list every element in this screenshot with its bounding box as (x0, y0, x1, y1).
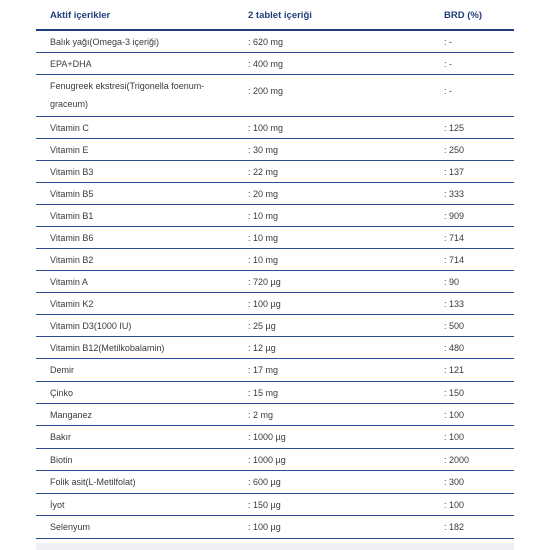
table-row (36, 139, 514, 161)
ingredient-name: Biotin (50, 455, 73, 465)
ingredient-amount: : 100 µg (248, 522, 281, 532)
ingredient-amount: : 720 µg (248, 277, 281, 287)
ingredient-name: Selenyum (50, 522, 91, 532)
table-row (36, 249, 514, 271)
table-row (36, 359, 514, 382)
ingredient-brd: : 121 (444, 365, 465, 375)
table-row (36, 53, 514, 75)
ingredient-name: Vitamin B12(Metilkobalamin) (50, 343, 165, 353)
ingredient-brd: : 125 (444, 123, 465, 133)
ingredient-name: Vitamin K2 (50, 299, 94, 309)
ingredient-name: Vitamin B1 (50, 211, 94, 221)
ingredient-brd: : 500 (444, 321, 465, 331)
ingredient-name: Folik asit(L-Metilfolat) (50, 477, 136, 487)
table-row (36, 494, 514, 516)
ingredient-amount: : 200 mg (248, 86, 284, 96)
table-bottom-bar (36, 543, 514, 550)
ingredient-brd: : 480 (444, 343, 465, 353)
ingredient-amount: : 12 µg (248, 343, 276, 353)
table-row (36, 161, 514, 183)
table-row (36, 315, 514, 337)
ingredient-name: Vitamin B5 (50, 189, 94, 199)
table-row (36, 516, 514, 539)
ingredient-brd: : - (444, 86, 452, 96)
ingredient-name: Vitamin C (50, 123, 89, 133)
ingredient-name: Vitamin B3 (50, 167, 94, 177)
table-row (36, 449, 514, 471)
ingredient-brd: : 250 (444, 145, 465, 155)
table-row (36, 205, 514, 227)
ingredient-amount: : 30 mg (248, 145, 279, 155)
ingredient-name: Demir (50, 365, 74, 375)
ingredient-amount: : 1000 µg (248, 432, 286, 442)
table-row (36, 337, 514, 359)
ingredient-brd: : 333 (444, 189, 465, 199)
ingredient-name: Balık yağı(Omega-3 içeriği) (50, 37, 160, 47)
ingredient-name: Vitamin A (50, 277, 88, 287)
ingredient-name: Vitamin B6 (50, 233, 94, 243)
header-brd: BRD (%) (444, 10, 482, 21)
header-ingredient: Aktif içerikler (50, 10, 111, 21)
ingredient-brd: : 714 (444, 233, 465, 243)
ingredient-amount: : 2 mg (248, 410, 274, 420)
ingredient-amount: : 10 mg (248, 233, 279, 243)
table-row (36, 227, 514, 249)
ingredient-name: Çinko (50, 388, 74, 398)
ingredient-brd: : 100 (444, 432, 465, 442)
ingredient-brd: : 2000 (444, 455, 470, 465)
ingredient-brd: : 137 (444, 167, 465, 177)
table-row (36, 183, 514, 205)
table-row (36, 426, 514, 449)
ingredient-brd: : 909 (444, 211, 465, 221)
ingredient-brd: : 182 (444, 522, 465, 532)
table-row (36, 471, 514, 494)
ingredient-amount: : 15 mg (248, 388, 279, 398)
ingredient-brd: : 133 (444, 299, 465, 309)
ingredient-brd: : - (444, 59, 452, 69)
table-row (36, 271, 514, 293)
ingredient-name: EPA+DHA (50, 59, 92, 69)
ingredient-brd: : 90 (444, 277, 460, 287)
ingredient-brd: : 300 (444, 477, 465, 487)
table-row (36, 404, 514, 426)
table-row (36, 382, 514, 404)
ingredient-brd: : - (444, 37, 452, 47)
ingredient-amount: : 600 µg (248, 477, 281, 487)
ingredient-amount: : 100 mg (248, 123, 284, 133)
table-row (36, 117, 514, 139)
ingredient-name: Manganez (50, 410, 93, 420)
ingredient-amount: : 100 µg (248, 299, 281, 309)
ingredient-amount: : 25 µg (248, 321, 276, 331)
ingredient-amount: : 150 µg (248, 500, 281, 510)
table-row (36, 75, 514, 117)
ingredient-brd: : 714 (444, 255, 465, 265)
ingredient-amount: : 20 mg (248, 189, 279, 199)
ingredient-amount: : 620 mg (248, 37, 284, 47)
ingredients-table (36, 0, 514, 539)
ingredient-name: Vitamin E (50, 145, 89, 155)
ingredient-name: Vitamin D3(1000 IU) (50, 321, 132, 331)
ingredient-name: İyot (50, 500, 65, 510)
ingredient-brd: : 100 (444, 410, 465, 420)
ingredient-amount: : 400 mg (248, 59, 284, 69)
table-header (36, 0, 514, 31)
ingredient-name: Vitamin B2 (50, 255, 94, 265)
ingredient-name: Fenugreek ekstresi(Trigonella foenum-graceum) (50, 81, 205, 109)
table-body (36, 31, 514, 539)
ingredient-amount: : 17 mg (248, 365, 279, 375)
ingredient-amount: : 22 mg (248, 167, 279, 177)
table-row (36, 293, 514, 315)
header-amount: 2 tablet içeriği (248, 10, 312, 21)
ingredient-amount: : 10 mg (248, 211, 279, 221)
ingredient-brd: : 100 (444, 500, 465, 510)
ingredient-amount: : 1000 µg (248, 455, 286, 465)
ingredient-brd: : 150 (444, 388, 465, 398)
ingredient-name: Bakır (50, 432, 72, 442)
table-row (36, 31, 514, 53)
ingredient-amount: : 10 mg (248, 255, 279, 265)
